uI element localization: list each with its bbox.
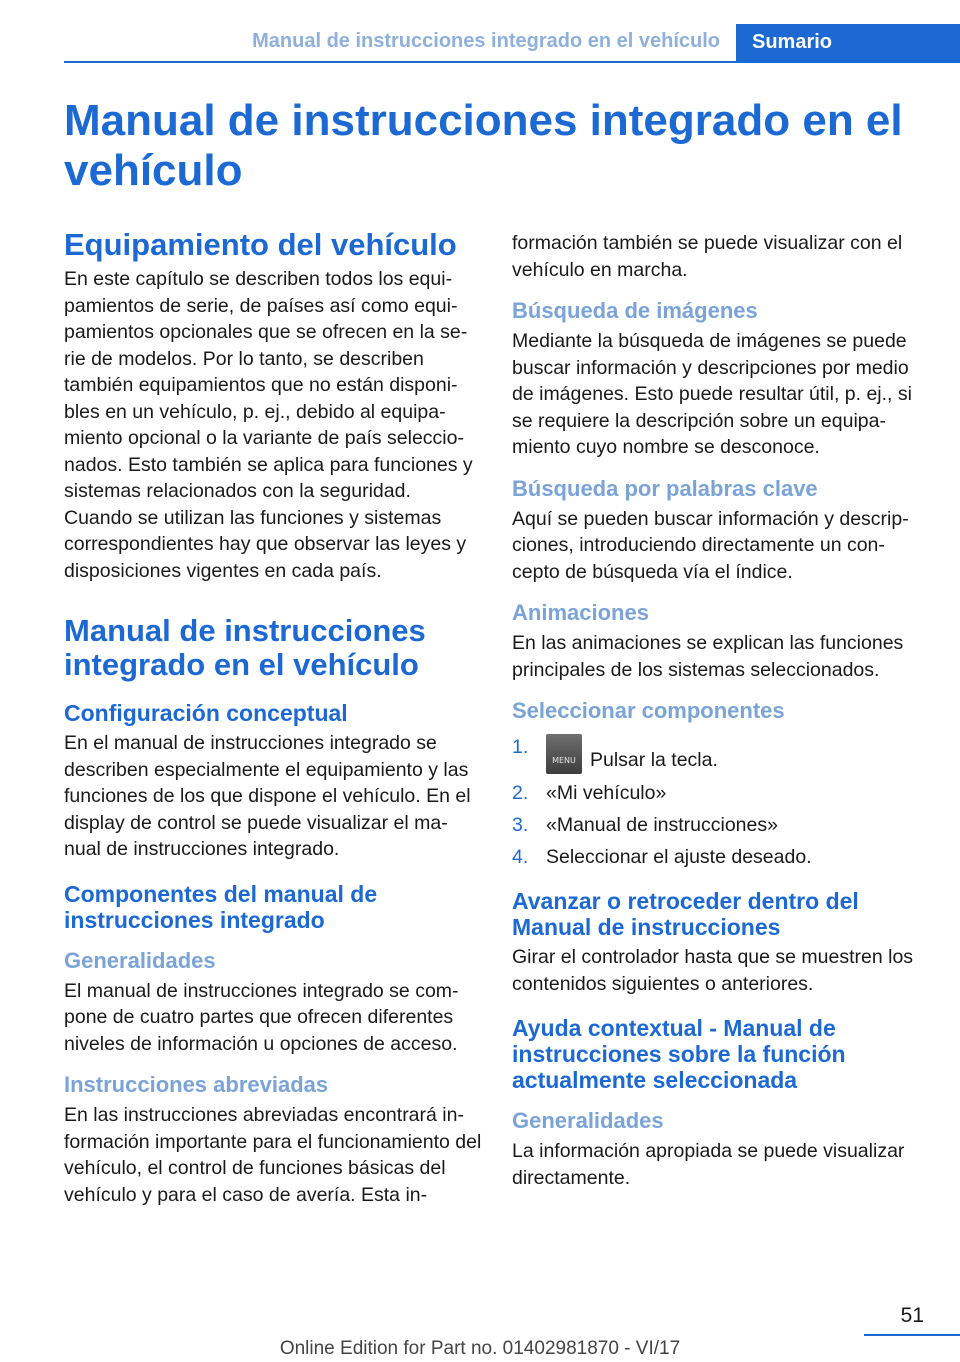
heading-instrucciones-abreviadas: Instrucciones abreviadas [64,1072,329,1097]
heading-componentes: Componentes del manual de instrucciones integrado [64,880,378,933]
heading-busqueda-palabras: Búsqueda por palabras clave [512,475,818,501]
heading-animaciones: Animaciones [512,600,649,625]
menu-key-label: MENU [552,756,576,765]
header-rule [64,61,736,63]
left-column [64,228,482,1208]
paragraph-instrucciones-abreviadas: En las instrucciones abreviadas encontrará in-formación importante para el funcionamiento del vehículo, el control de funciones básicas del vehículo y para el caso de avería. Esta in- [64,1104,482,1206]
step-number: 1. [512,736,529,758]
heading-generalidades-2: Generalidades [512,1108,664,1133]
paragraph-equipamiento: En este capítulo se describen todos los equi-pamientos de serie, de países así como equi-pamientos opcionales que se ofrecen en la se-rie de modelos. Por lo tanto, se describen también equipamientos que no están disponi-bles en un vehículo, p. ej., debido al equipa-miento opcional o la variante de país seleccio-nados. Esto también se aplica para funciones y sistemas relacionados con la seguridad. Cuando se utilizan las funciones y sistemas correspondientes hay que observar las leyes y disposiciones vigentes en cada país. [64,268,473,582]
step-item [512,780,932,806]
section-tab: Sumario [736,24,960,63]
heading-avanzar-retroceder: Avanzar o retroceder dentro del Manual de instrucciones [512,888,859,940]
paragraph-continuation: formación también se puede visualizar con el vehículo en marcha. [512,232,903,281]
heading-equipamiento: Equipamiento del vehículo [64,227,457,262]
paragraph-configuracion: En el manual de instrucciones integrado se describen especialmente el equipamiento y las funciones de los que dispone el vehículo. En el display de control se puede visualizar el ma-nual de instrucciones integrado. [64,732,471,860]
heading-seleccionar-componentes: Seleccionar componentes [512,698,785,723]
heading-configuracion: Configuración conceptual [64,700,348,726]
heading-busqueda-imagenes: Búsqueda de imágenes [512,298,758,323]
step-number: 3. [512,814,529,836]
step-number: 2. [512,782,529,804]
step-text: «Manual de instrucciones» [546,814,778,836]
paragraph-busqueda-palabras: Aquí se pueden buscar información y descrip-ciones, introduciendo directamente un con-cepto de búsqueda vía el índice. [512,507,909,583]
page-title: Manual de instrucciones integrado en el vehículo [64,96,903,195]
step-text: Seleccionar el ajuste deseado. [546,846,812,868]
step-item [512,734,932,774]
heading-generalidades: Generalidades [64,947,216,973]
footer-edition: Online Edition for Part no. 01402981870 - VI/17 [279,1338,681,1359]
step-number: 4. [512,846,529,868]
step-text: Pulsar la tecla. [590,749,718,771]
step-item [512,844,932,870]
step-text: «Mi vehículo» [546,782,667,804]
paragraph-busqueda-imagenes: Mediante la búsqueda de imágenes se puede buscar información y descripciones por medio de imágenes. Esto puede resultar útil, p. ej., si se requiere la descripción sobre un equipa-miento cuyo nombre se desconoce. [512,330,912,458]
steps-list [512,734,932,870]
paragraph-animaciones: En las animaciones se explican las funciones principales de los sistemas seleccionados. [512,632,904,681]
step-item [512,812,932,838]
page-number: 51 [900,1304,924,1327]
paragraph-avanzar-retroceder: Girar el controlador hasta que se muestren los contenidos siguientes o anteriores. [512,946,914,995]
heading-manual-integrado: Manual de instrucciones integrado en el vehículo [64,613,426,682]
footer-rule [864,1334,960,1336]
heading-ayuda-contextual: Ayuda contextual - Manual de instrucciones sobre la función actualmente seleccionada [512,1015,846,1093]
paragraph-generalidades-2: La información apropiada se puede visualizar directamente. [512,1140,905,1189]
menu-button-icon [546,734,582,774]
right-column [512,230,932,1191]
running-title: Manual de instrucciones integrado en el vehículo [252,30,720,52]
paragraph-generalidades: El manual de instrucciones integrado se com-pone de cuatro partes que ofrecen diferentes niveles de información u opciones de acceso. [64,979,459,1055]
